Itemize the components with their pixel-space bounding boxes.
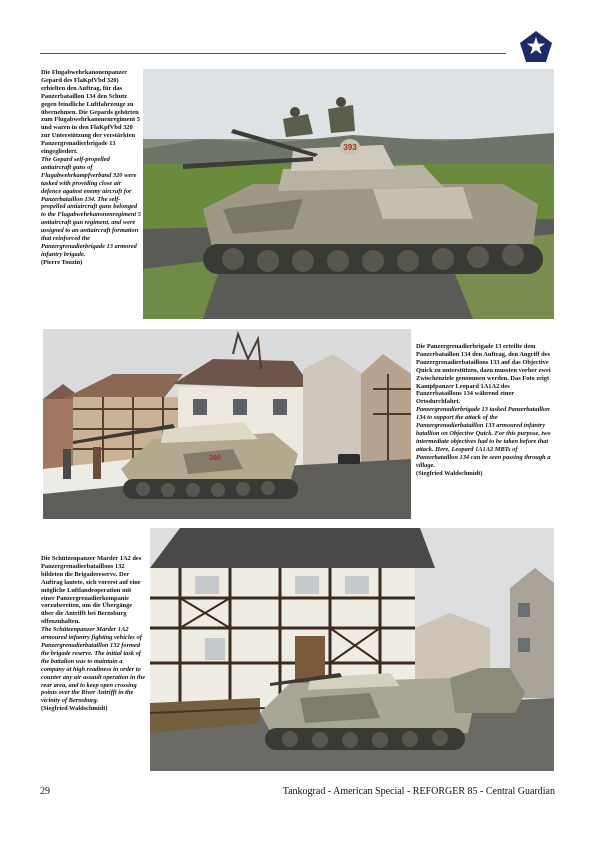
caption-marder-english: The Schützenpanzer Marder 1A2 armoured infantry fighting vehicles of Panzergrenadierbataillon 132 formed the brigade reserve. The initial task of the battalion was to maintain a company at high readiness in order to counter any air assault operation in the rear area, and to keep open crossing points over the River Antrifft in the vicinity of Bernsburg. xyxy=(41,626,146,705)
caption-gepard-credit: (Pierre Touzin) xyxy=(41,258,83,266)
gepard-turret-number: 393 xyxy=(343,143,357,152)
caption-leopard-english: Panzergrenadierbrigade 13 tasked Panzerbataillon 134 to support the attack of the Panzergrenadierbataillon 133 armoured infantry batallion on Objective Quick. For this purpose, two intermediate objectives had to be taken before that attack. Here, Leopard 1A1A2 MBTs of Panzerbataillon 134 can be seen passing through a village. xyxy=(416,406,551,469)
photo-gepard xyxy=(143,69,554,319)
page-footer: Tankograd - American Special - REFORGER 85 - Central Guardian xyxy=(282,786,555,797)
pentagon-star-logo xyxy=(519,30,553,64)
photo-marder xyxy=(150,528,554,771)
caption-marder xyxy=(41,555,146,713)
caption-leopard xyxy=(416,343,556,477)
leopard-turret-number: 390 xyxy=(209,455,221,462)
caption-gepard-english: The Gepard self-propelled antiaircraft guns of Flugabwehrkampfverband 320 were tasked with providing close air defence against enemy aircraft for Panzerbataillon 134. The self-propelled antiaircraft guns belonged to the Flugabwehrkanonenregiment 5 antiaircraft gun regiment, and were assigned to an antiaircraft formation that reinforced the Panzergrenadierbrigade 13 armored infantry brigade. xyxy=(41,155,141,258)
caption-leopard-german: Die Panzergrenadierbrigade 13 erteilte dem Panzerbataillon 134 den Auftrag, den Angriff des Panzergrenadierbataillons 133 auf das Objective Quick zu unterstützen, dazu mussten vorher zwei Zwischenziele genommen werden. Das Foto zeigt Kampfpanzer Leopard 1A1A2 des Panzerbataillons 134 während einer Ortsdurchfahrt. xyxy=(416,343,551,406)
header-rule xyxy=(40,53,506,54)
caption-leopard-credit: (Siegfried Waldschmidt) xyxy=(416,469,483,477)
page-number: 29 xyxy=(40,786,50,797)
caption-gepard xyxy=(41,69,141,267)
caption-gepard-german: Die Flugabwehrkanonenpanzer Gepard des FlaKpfVbd 320) erhielten den Auftrag, für das Panzerbataillon 134 den Schutz gegen feindliche Luftfahrzeuge zu übernehmen. Die Gepards gehörten zum Flugabwehrkanonenregiment 5 und waren in den FlaKpfVbd 320 zur Unterstützung der verstärkten Panzergrenadierbrigade 13 eingegliedert. xyxy=(41,69,140,156)
caption-marder-credit: (Siegfried Waldschmidt) xyxy=(41,705,108,713)
caption-marder-german: Die Schützenpanzer Marder 1A2 des Panzergrenadierbataillons 132 bildeten die Brigadereserve. Der Auftrag lautete, sich vorerst auf eine mögliche Luftlandeoperation mit einer Panzergrenadierkompanie vorzubereiten, um die Übergänge über die Antrifft bei Bernsburg offenzuhalten. xyxy=(41,555,142,626)
photo-leopard xyxy=(43,329,411,519)
